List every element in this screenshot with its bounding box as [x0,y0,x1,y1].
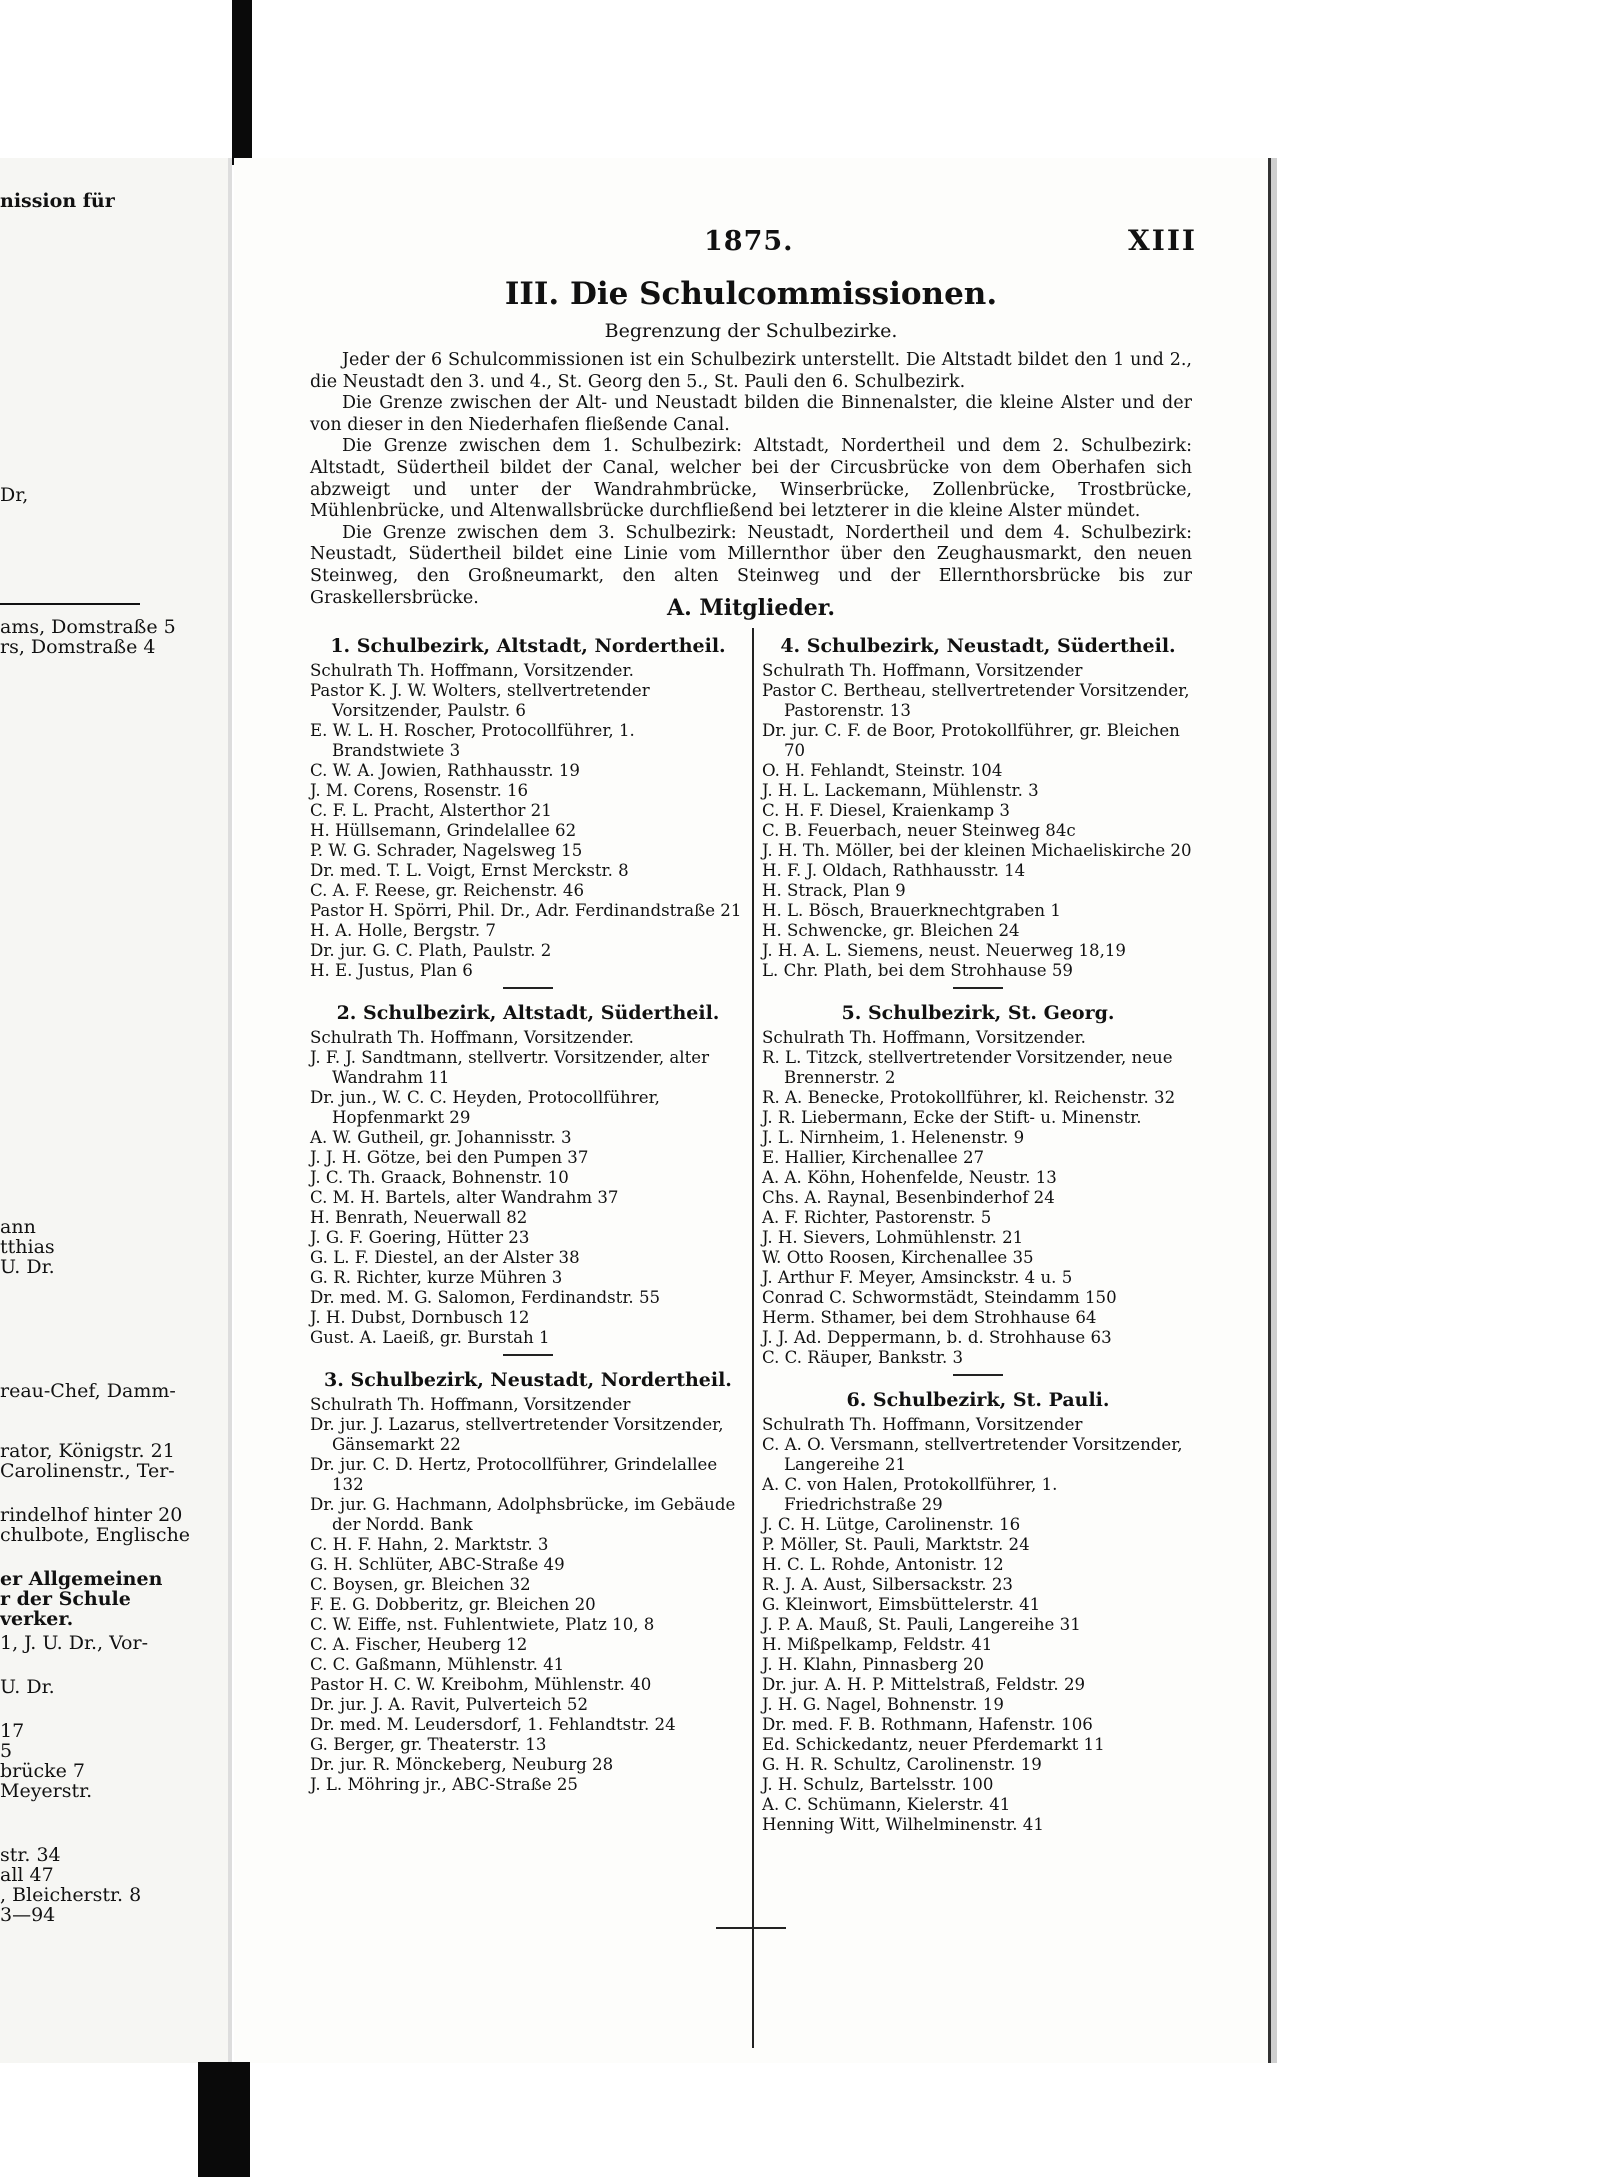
district-heading: 2. Schulbezirk, Altstadt, Südertheil. [336,1002,720,1024]
left-page-text-fragment: U. Dr. [0,1676,55,1698]
member-entry: Dr. jur. J. A. Ravit, Pulverteich 52 [310,1695,589,1714]
left-page-text-fragment: rindelhof hinter 20 [0,1504,183,1526]
member-entry: Schulrath Th. Hoffmann, Vorsitzender [762,1415,1083,1434]
member-entry: J. C. Th. Graack, Bohnenstr. 10 [310,1168,569,1187]
member-entry: Dr. jur. A. H. P. Mittelstraß, Feldstr. 29 [762,1675,1086,1694]
member-entry: J. H. Schulz, Bartelsstr. 100 [762,1775,994,1794]
member-entry: P. Möller, St. Pauli, Marktstr. 24 [762,1535,1030,1554]
member-entry: A. C. von Halen, Protokollführer, 1. Friedrichstraße 29 [762,1475,1058,1514]
page-number: XIII [1128,224,1198,257]
left-page-text-fragment: chulbote, Englische [0,1524,191,1546]
district-heading: 5. Schulbezirk, St. Georg. [841,1002,1115,1024]
left-page-rule [0,603,140,605]
member-entry: H. L. Bösch, Brauerknechtgraben 1 [762,901,1061,920]
district-block [762,634,1194,989]
member-entry: G. Berger, gr. Theaterstr. 13 [310,1735,547,1754]
member-entry: C. H. F. Hahn, 2. Marktstr. 3 [310,1535,549,1554]
district-heading: 6. Schulbezirk, St. Pauli. [846,1389,1110,1411]
member-entry: H. Strack, Plan 9 [762,881,906,900]
member-entry: J. C. H. Lütge, Carolinenstr. 16 [762,1515,1021,1534]
left-page-fragment [0,158,231,2063]
member-entry: C. W. A. Jowien, Rathhausstr. 19 [310,761,580,780]
member-entry: J. J. Ad. Deppermann, b. d. Strohhause 63 [762,1328,1112,1347]
member-entry: H. Mißpelkamp, Feldstr. 41 [762,1635,993,1654]
member-entry: H. A. Holle, Bergstr. 7 [310,921,496,940]
member-entry: Dr. jur. J. Lazarus, stellvertretender Vorsitzender, Gänsemarkt 22 [310,1415,724,1454]
member-entry: J. G. F. Goering, Hütter 23 [310,1228,530,1247]
left-page-text-fragment: brücke 7 [0,1760,86,1782]
page-year: 1875. [704,226,794,257]
left-page-text-fragment: tthias [0,1236,55,1258]
member-entry: C. A. Fischer, Heuberg 12 [310,1635,528,1654]
left-page-text-fragment: reau-Chef, Damm- [0,1380,176,1402]
left-page-text-fragment: str. 34 [0,1844,61,1866]
district-separator [503,1354,553,1356]
intro-paragraph: Die Grenze zwischen dem 3. Schulbezirk: Neustadt, Nordertheil und dem 4. Schulbezirk: Neustadt, Südertheil bildet eine Linie vom Millernthor über den Zeughausmarkt, den neuen Steinweg, den Großneumarkt, den alten Steinweg und der Ellernthorsbrücke bis zur Graskellersbrücke. [310,522,1192,608]
left-page-text-fragment: nission für [0,190,115,212]
member-entry: P. W. G. Schrader, Nagelsweg 15 [310,841,583,860]
member-entry: J. H. Dubst, Dornbusch 12 [310,1308,530,1327]
left-page-text-fragment: rs, Domstraße 4 [0,636,156,658]
district-block [762,1388,1194,1835]
member-entry: Dr. med. M. Leudersdorf, 1. Fehlandtstr. 24 [310,1715,676,1734]
member-entry: C. W. Eiffe, nst. Fuhlentwiete, Platz 10, 8 [310,1615,655,1634]
member-entry: Schulrath Th. Hoffmann, Vorsitzender. [762,1028,1086,1047]
member-entry: C. A. F. Reese, gr. Reichenstr. 46 [310,881,585,900]
district-block [310,1368,746,1795]
member-entry: R. A. Benecke, Protokollführer, kl. Reichenstr. 32 [762,1088,1176,1107]
left-page-text-fragment: verker. [0,1608,74,1630]
left-page-text-fragment: er Allgemeinen [0,1568,163,1590]
member-entry: F. E. G. Dobberitz, gr. Bleichen 20 [310,1595,596,1614]
member-entry: R. L. Titzck, stellvertretender Vorsitzender, neue Brennerstr. 2 [762,1048,1173,1087]
member-entry: Herm. Sthamer, bei dem Strohhause 64 [762,1308,1097,1327]
member-entry: A. A. Köhn, Hohenfelde, Neustr. 13 [762,1168,1057,1187]
member-entry: J. H. Klahn, Pinnasberg 20 [762,1655,985,1674]
member-entry: J. F. J. Sandtmann, stellvertr. Vorsitzender, alter Wandrahm 11 [310,1048,710,1087]
left-page-text-fragment: ams, Domstraße 5 [0,616,176,638]
member-entry: J. M. Corens, Rosenstr. 16 [310,781,529,800]
column-divider [752,628,754,2048]
left-column [310,634,746,1795]
intro-paragraph: Die Grenze zwischen dem 1. Schulbezirk: Altstadt, Nordertheil und dem 2. Schulbezirk: Altstadt, Südertheil bildet der Canal, welcher bei der Circusbrücke von dem Oberhafen sich abzweigt und unter der Wandrahmbrücke, Winserbrücke, Zollenbrücke, Trostbrücke, Mühlenbrücke, und Altenwallsbrücke durchfließend bei letzterer in die kleine Alster mündet. [310,436,1192,522]
member-entry: Pastor H. C. W. Kreibohm, Mühlenstr. 40 [310,1675,652,1694]
member-entry: Pastor K. J. W. Wolters, stellvertretender Vorsitzender, Paulstr. 6 [310,681,650,720]
binding-bar-bottom [198,2062,250,2177]
member-entry: Dr. med. F. B. Rothmann, Hafenstr. 106 [762,1715,1093,1734]
member-entry: Dr. jur. R. Mönckeberg, Neuburg 28 [310,1755,614,1774]
member-entry: H. F. J. Oldach, Rathhausstr. 14 [762,861,1026,880]
binding-bar-top [232,0,252,165]
member-entry: Dr. jun., W. C. C. Heyden, Protocollführer, Hopfenmarkt 29 [310,1088,660,1127]
member-entry: J. H. L. Lackemann, Mühlenstr. 3 [762,781,1039,800]
member-entry: Pastor C. Bertheau, stellvertretender Vorsitzender, Pastorenstr. 13 [762,681,1190,720]
left-page-text-fragment: Carolinenstr., Ter- [0,1460,175,1482]
district-heading: 4. Schulbezirk, Neustadt, Südertheil. [780,635,1176,657]
left-page-text-fragment: r der Schule [0,1588,131,1610]
member-entry: C. C. Gaßmann, Mühlenstr. 41 [310,1655,565,1674]
member-entry: Ed. Schickedantz, neuer Pferdemarkt 11 [762,1735,1105,1754]
member-entry: J. Arthur F. Meyer, Amsinckstr. 4 u. 5 [762,1268,1073,1287]
left-page-text-fragment: all 47 [0,1864,54,1886]
member-entry: Dr. med. T. L. Voigt, Ernst Merckstr. 8 [310,861,629,880]
member-entry: Schulrath Th. Hoffmann, Vorsitzender. [310,661,634,680]
member-entry: Pastor H. Spörri, Phil. Dr., Adr. Ferdinandstraße 21 [310,901,742,920]
member-entry: A. F. Richter, Pastorenstr. 5 [762,1208,992,1227]
intro-paragraph: Die Grenze zwischen der Alt- und Neustadt bilden die Binnenalster, die kleine Alster und der von dieser in den Niederhafen fließende Canal. [310,393,1192,435]
district-separator [953,1374,1003,1376]
member-entry: L. Chr. Plath, bei dem Strohhause 59 [762,961,1073,980]
member-entry: C. A. O. Versmann, stellvertretender Vorsitzender, Langereihe 21 [762,1435,1183,1474]
member-entry: G. R. Richter, kurze Mühren 3 [310,1268,563,1287]
intro-paragraph: Jeder der 6 Schulcommissionen ist ein Schulbezirk unterstellt. Die Altstadt bildet den 1 und 2., die Neustadt den 3. und 4., St. Georg den 5., St. Pauli den 6. Schulbezirk. [310,350,1192,392]
left-page-text-fragment: Meyerstr. [0,1780,93,1802]
member-entry: J. L. Möhring jr., ABC-Straße 25 [310,1775,578,1794]
member-entry: C. H. F. Diesel, Kraienkamp 3 [762,801,1010,820]
district-separator [503,987,553,989]
district-block [310,634,746,989]
left-page-text-fragment: 5 [0,1740,13,1762]
member-entry: J. H. G. Nagel, Bohnenstr. 19 [762,1695,1004,1714]
section-title: III. Die Schulcommissionen. [504,276,998,312]
member-entry: C. B. Feuerbach, neuer Steinweg 84c [762,821,1076,840]
right-page [234,158,1271,2063]
end-rule [716,1927,786,1929]
member-entry: W. Otto Roosen, Kirchenallee 35 [762,1248,1034,1267]
left-page-text-fragment: 3—94 [0,1904,56,1926]
member-entry: J. H. A. L. Siemens, neust. Neuerweg 18,19 [762,941,1126,960]
district-heading: 3. Schulbezirk, Neustadt, Nordertheil. [324,1369,732,1391]
left-page-text-fragment: ann [0,1216,36,1238]
member-entry: J. L. Nirnheim, 1. Helenenstr. 9 [762,1128,1025,1147]
member-entry: Schulrath Th. Hoffmann, Vorsitzender [310,1395,631,1414]
member-entry: Conrad C. Schwormstädt, Steindamm 150 [762,1288,1117,1307]
member-entry: G. Kleinwort, Eimsbüttelerstr. 41 [762,1595,1041,1614]
district-block [762,1001,1194,1376]
member-entry: A. W. Gutheil, gr. Johannisstr. 3 [310,1128,572,1147]
member-entry: H. Hüllsemann, Grindelallee 62 [310,821,577,840]
member-entry: Gust. A. Laeiß, gr. Burstah 1 [310,1328,550,1347]
member-entry: C. M. H. Bartels, alter Wandrahm 37 [310,1188,619,1207]
member-entry: J. R. Liebermann, Ecke der Stift- u. Minenstr. [762,1108,1142,1127]
member-entry: Dr. jur. C. F. de Boor, Protokollführer, gr. Bleichen 70 [762,721,1180,760]
member-entry: Schulrath Th. Hoffmann, Vorsitzender [762,661,1083,680]
member-entry: J. H. Th. Möller, bei der kleinen Michaeliskirche 20 [762,841,1192,860]
member-entry: G. L. F. Diestel, an der Alster 38 [310,1248,580,1267]
intro-text [310,350,1192,609]
member-entry: Schulrath Th. Hoffmann, Vorsitzender. [310,1028,634,1047]
district-heading: 1. Schulbezirk, Altstadt, Nordertheil. [330,635,726,657]
district-block [310,1001,746,1356]
member-entry: J. H. Sievers, Lohmühlenstr. 21 [762,1228,1024,1247]
member-entry: Dr. jur. C. D. Hertz, Protocollführer, Grindelallee 132 [310,1455,718,1494]
member-entry: C. C. Räuper, Bankstr. 3 [762,1348,964,1367]
page-gutter [228,158,232,2063]
member-entry: Dr. jur. G. Hachmann, Adolphsbrücke, im Gebäude der Nordd. Bank [310,1495,736,1534]
district-separator [953,987,1003,989]
member-entry: E. W. L. H. Roscher, Protocollführer, 1. Brandstwiete 3 [310,721,635,760]
member-entry: G. H. Schlüter, ABC-Straße 49 [310,1555,565,1574]
member-entry: Chs. A. Raynal, Besenbinderhof 24 [762,1188,1055,1207]
member-entry: H. Schwencke, gr. Bleichen 24 [762,921,1020,940]
left-page-text-fragment: U. Dr. [0,1256,55,1278]
left-page-text-fragment: , Bleicherstr. 8 [0,1884,142,1906]
member-entry: J. P. A. Mauß, St. Pauli, Langereihe 31 [762,1615,1081,1634]
member-entry: Dr. jur. G. C. Plath, Paulstr. 2 [310,941,552,960]
member-entry: C. Boysen, gr. Bleichen 32 [310,1575,531,1594]
member-entry: E. Hallier, Kirchenallee 27 [762,1148,985,1167]
left-page-text-fragment: 1, J. U. Dr., Vor- [0,1632,149,1654]
left-page-text-fragment: Dr, [0,484,29,506]
left-page-text-fragment: rator, Königstr. 21 [0,1440,175,1462]
member-entry: C. F. L. Pracht, Alsterthor 21 [310,801,552,820]
member-entry: Dr. med. M. G. Salomon, Ferdinandstr. 55 [310,1288,661,1307]
member-entry: R. J. A. Aust, Silbersackstr. 23 [762,1575,1013,1594]
member-entry: A. C. Schümann, Kielerstr. 41 [762,1795,1011,1814]
member-entry: J. J. H. Götze, bei den Pumpen 37 [310,1148,589,1167]
members-heading: A. Mitglieder. [667,595,835,621]
member-entry: H. Benrath, Neuerwall 82 [310,1208,528,1227]
section-subtitle: Begrenzung der Schulbezirke. [604,320,898,342]
member-entry: H. C. L. Rohde, Antonistr. 12 [762,1555,1004,1574]
right-column [762,634,1194,1835]
member-entry: O. H. Fehlandt, Steinstr. 104 [762,761,1003,780]
member-entry: H. E. Justus, Plan 6 [310,961,473,980]
member-entry: Henning Witt, Wilhelminenstr. 41 [762,1815,1044,1834]
member-entry: G. H. R. Schultz, Carolinenstr. 19 [762,1755,1042,1774]
left-page-text-fragment: 17 [0,1720,25,1742]
